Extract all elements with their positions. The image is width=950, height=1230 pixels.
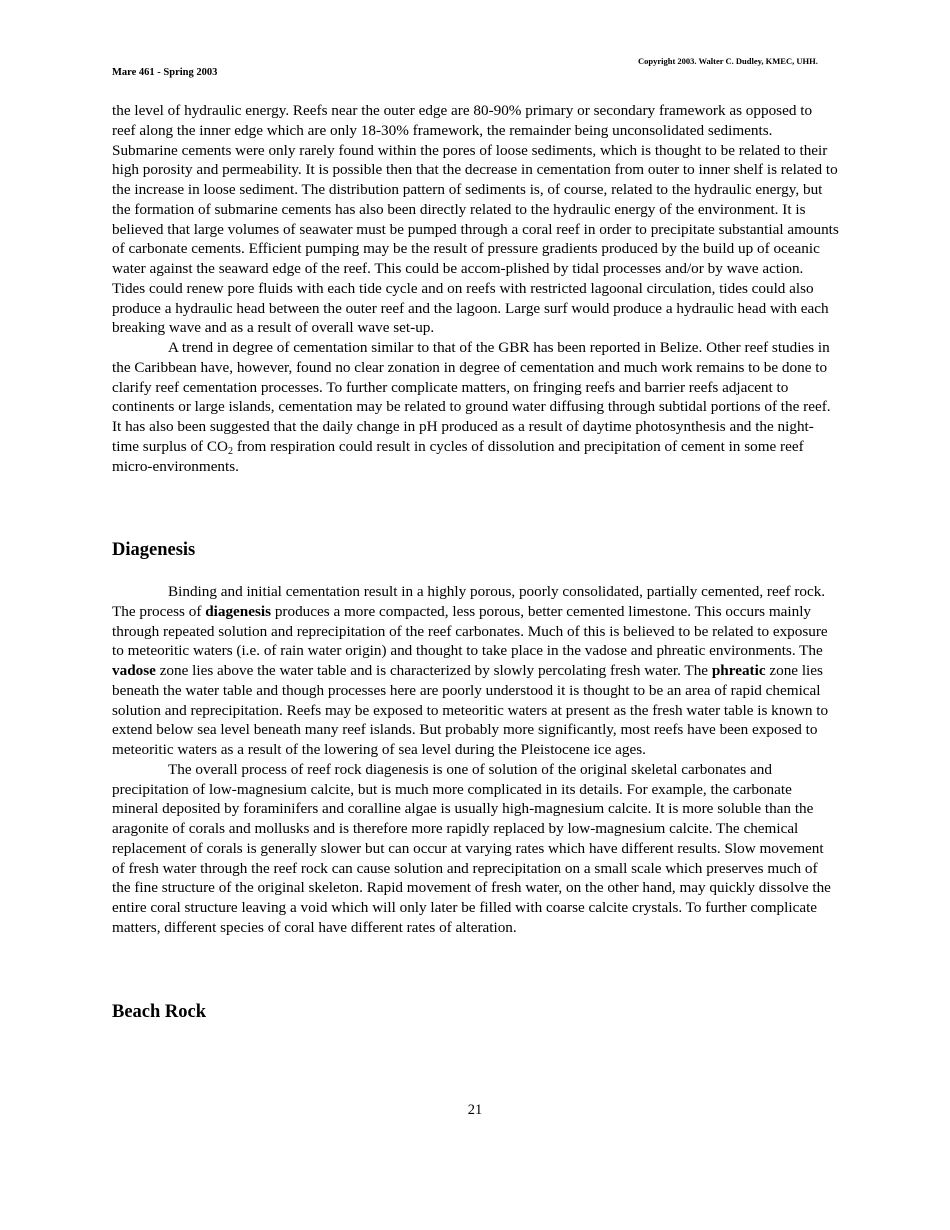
paragraph-hydraulic-energy: the level of hydraulic energy. Reefs near the outer edge are 80-90% primary or secondary framework as opposed to reef along the inner edge which are only 18-30% framework, the remainder being unconsolidated sediments. Submarine cements were only rarely found within the pores of loose sediments, which is thought to be related to their high porosity and permeability. It is possible then that the decrease in cementation from outer to inner shelf is related to the increase in loose sediment. The distribution pattern of sediments is, of course, related to the hydraulic energy, but the formation of submarine cements has also been directly related to the hydraulic energy of the environment. It is believed that large volumes of seawater must be pumped through a coral reef in order to precipitate substantial amounts of carbonate cements. Efficient pumping may be the result of pressure gradients produced by the build up of oceanic water against the seaward edge of the reef. This could be accom-plished by tidal processes and/or by wave action. Tides could renew pore fluids with each tide cycle and on reefs with restricted lagoonal circulation, tides could also produce a hydraulic head between the outer reef and the lagoon. Large surf would produce a hydraulic head with each breaking wave and as a result of overall wave set-up. xyxy=(112,102,839,337)
term-phreatic: phreatic xyxy=(711,662,766,679)
section-heading-diagenesis: Diagenesis xyxy=(112,540,196,560)
cementation-text xyxy=(112,101,839,476)
text-segment: Binding and initial cementation result in a highly porous, poorly consolidated, partially cemented, reef rock. The process of xyxy=(112,583,826,620)
course-title: Mare 461 - Spring 2003 xyxy=(112,67,218,78)
diagenesis-text xyxy=(112,582,839,938)
page-number: 21 xyxy=(467,1102,483,1118)
copyright-notice: Copyright 2003. Walter C. Dudley, KMEC, UHH. xyxy=(638,56,818,66)
paragraph-diagenesis-intro xyxy=(112,582,839,760)
text-segment: produces a more compacted, less porous, better cemented limestone. This occurs mainly through repeated solution and reprecipitation of the reef carbonates. Much of this is believed to be related to exposure to meteoritic waters (i.e. of rain water origin) and thought to take place in the vadose and phreatic environments. The xyxy=(112,602,828,660)
section-heading-beach-rock: Beach Rock xyxy=(112,1002,207,1022)
paragraph-diagenesis-process: The overall process of reef rock diagenesis is one of solution of the original skeletal carbonates and precipitation of low-magnesium calcite, but is much more complicated in its details. For example, the carbonate mineral deposited by foraminifers and coralline algae is usually high-magnesium calcite. It is more soluble than the aragonite of corals and mollusks and is therefore more rapidly replaced by low-magnesium calcite. The chemical replacement of corals is generally slower but can occur at varying rates which have different results. Slow movement of fresh water through the reef rock can cause solution and reprecipitation on a small scale which preserves much of the fine structure of the original skeleton. Rapid movement of fresh water, on the other hand, may quickly dissolve the entire coral structure leaving a void which will only later be filled with coarse calcite crystals. To further complicate matters, different species of coral have different rates of alteration. xyxy=(112,760,831,936)
text-segment: zone lies beneath the water table and though processes here are poorly understood it is thought to be an area of rapid chemical solution and reprecipitation. Reefs may be exposed to meteoritic waters at present as the fresh water table is known to extend below sea level beneath many reef islands. But probably more significantly, most reefs have been exposed to meteoritic waters as a result of the lowering of sea level during the Pleistocene ice ages. xyxy=(112,662,829,758)
text-segment: from respiration could result in cycles of dissolution and precipitation of cement in some reef micro-environments. xyxy=(112,437,804,475)
text-segment: zone lies above the water table and is characterized by slowly percolating fresh water. The xyxy=(155,662,712,679)
subscript: 2 xyxy=(228,445,234,457)
term-vadose: vadose xyxy=(112,662,156,679)
text-segment: A trend in degree of cementation similar to that of the GBR has been reported in Belize. Other reef studies in the Caribbean have, however, found no clear zonation in degree of cementation and much work remains to be done to clarify reef cementation processes. To further complicate matters, on fringing reefs and barrier reefs adjacent to continents or large islands, cementation may be related to ground water diffusing through subtidal portions of the reef. It has also been suggested that the daily change in pH produced as a result of daytime photosynthesis and the night-time surplus of CO xyxy=(112,339,831,455)
paragraph-cementation-trend xyxy=(112,338,839,476)
term-diagenesis: diagenesis xyxy=(205,602,272,620)
